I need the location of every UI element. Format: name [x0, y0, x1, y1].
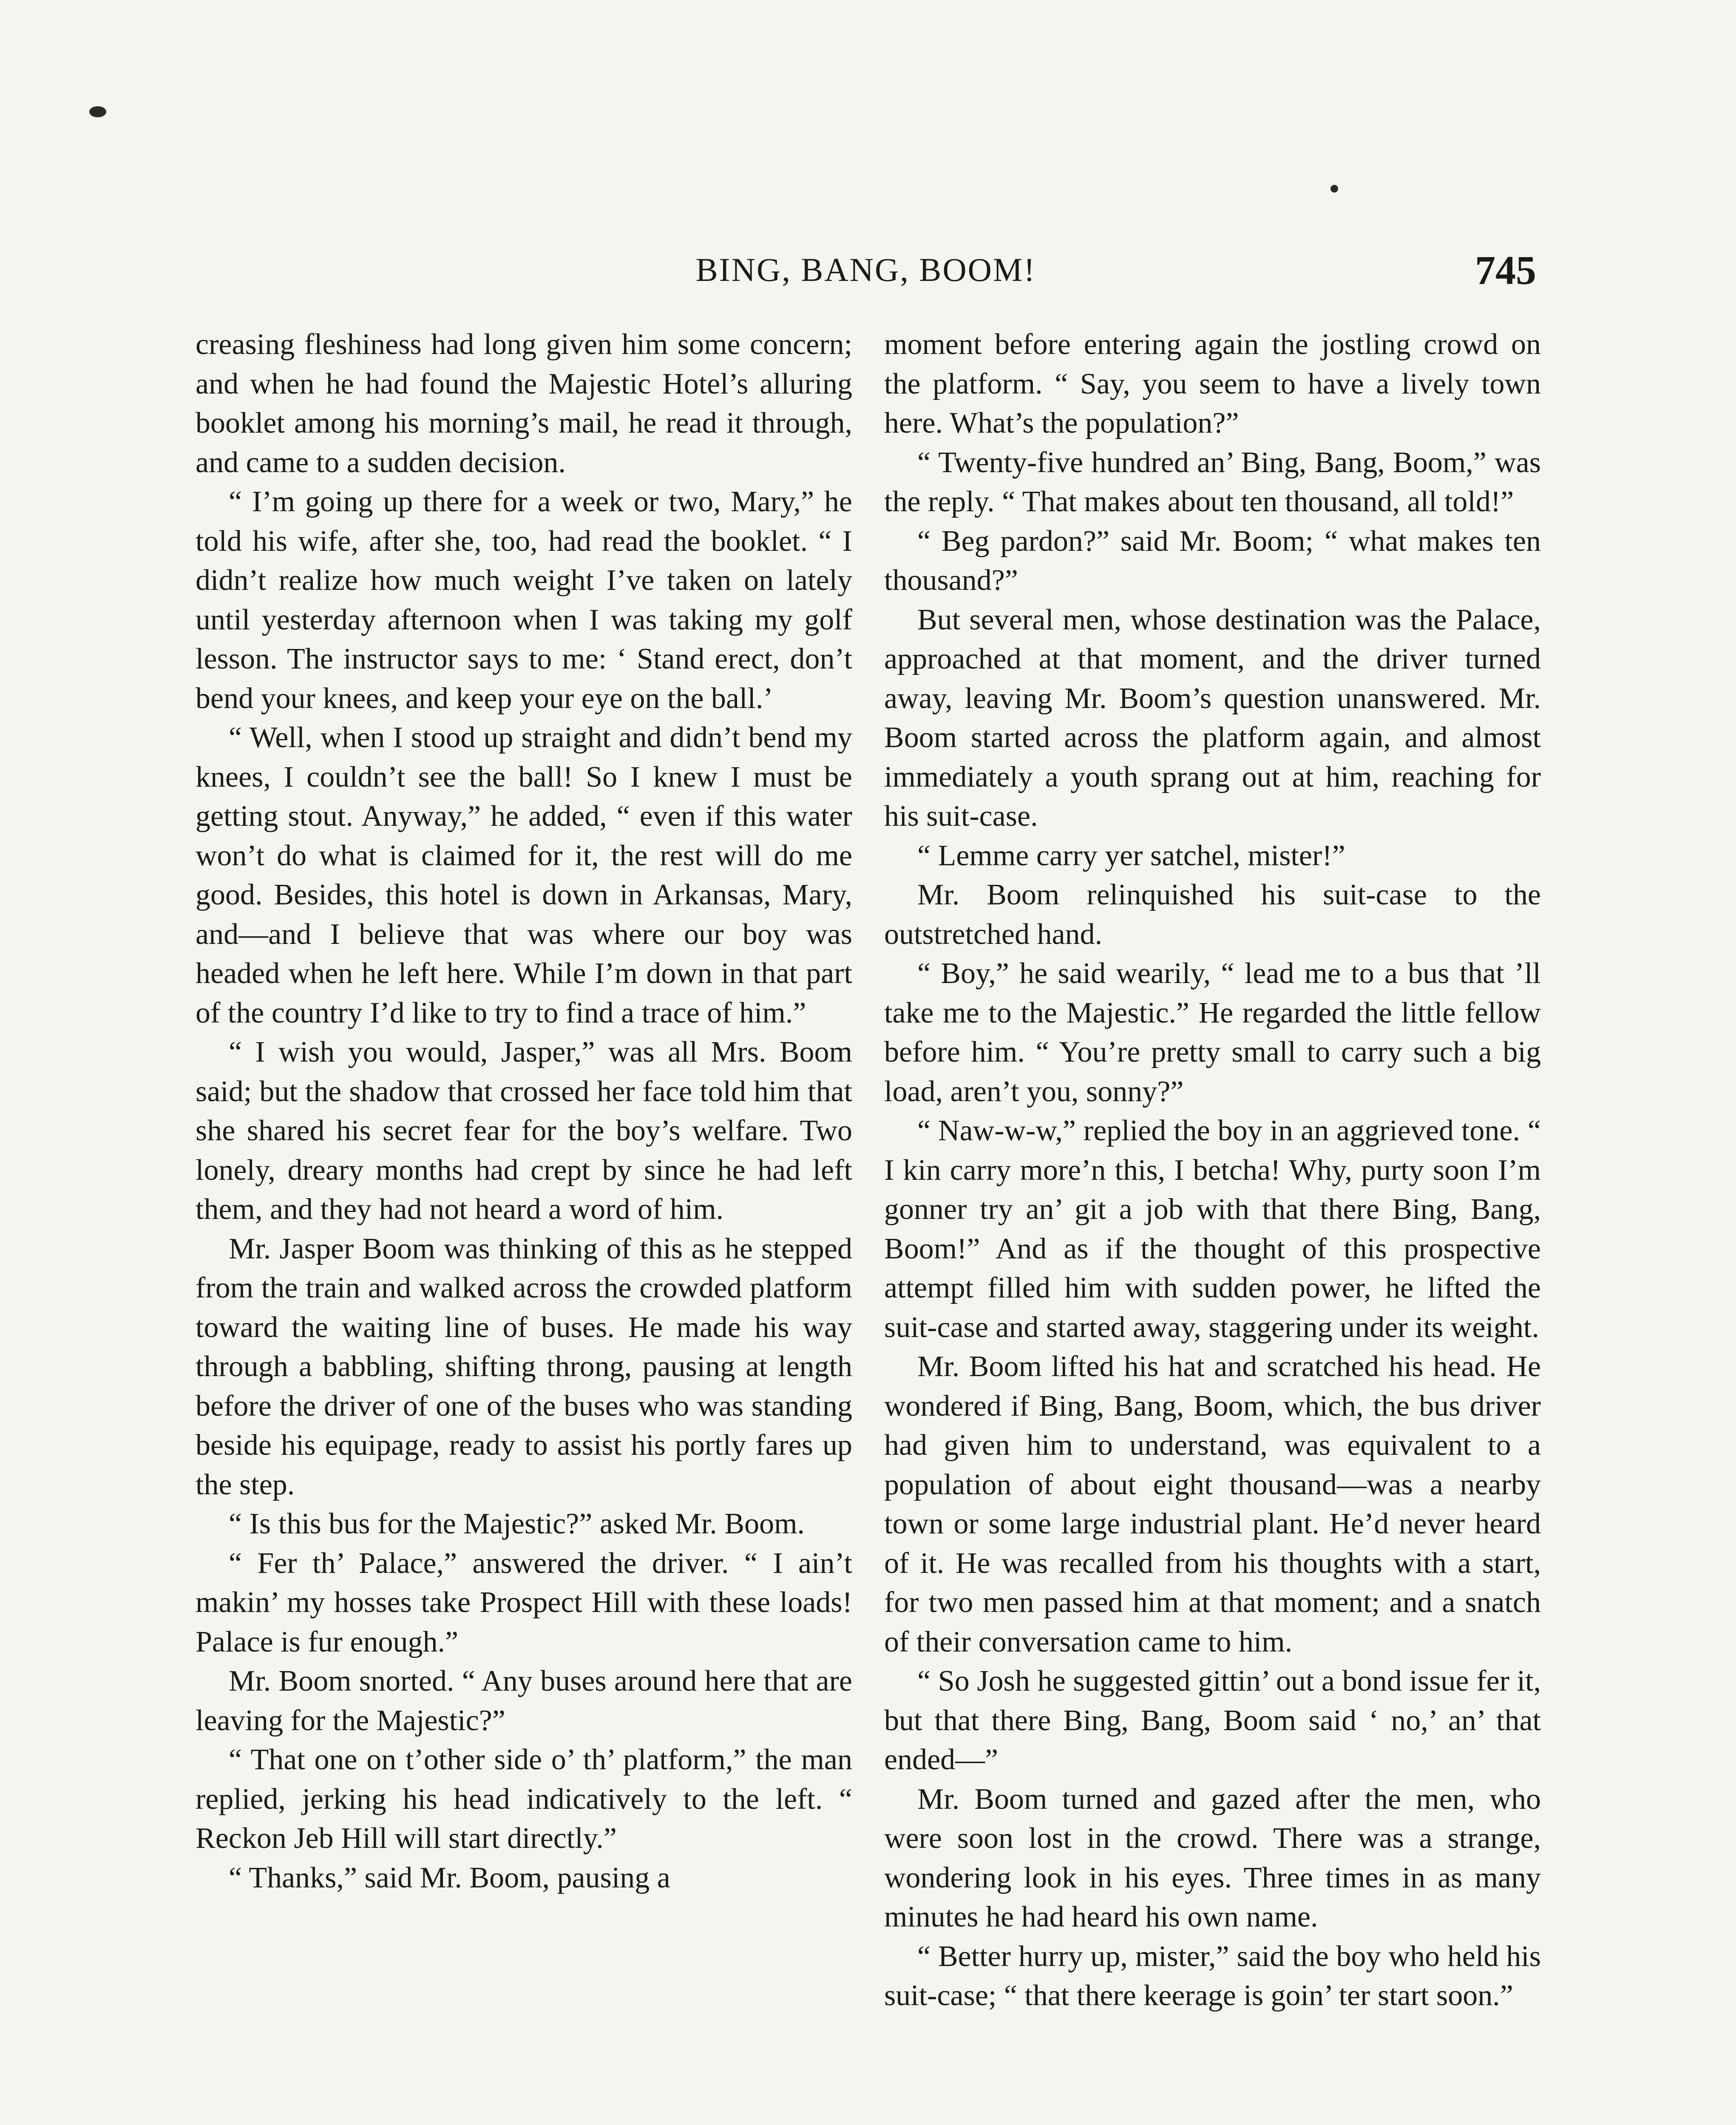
ink-speck [1330, 185, 1338, 193]
paragraph: “ Thanks,” said Mr. Boom, pausing a [229, 1861, 670, 1894]
paragraph: Mr. Jasper Boom was thinking of this as he stepped from the train and walked across the crowded platform toward the waiting line of buses. He made his way through a babbling, shifting throng, pausing at length before the driver of one of the buses who was standing beside his equipage, ready to assist his portly fares up the step. [196, 1232, 852, 1501]
paragraph: creasing fleshiness had long given him some concern; and when he had found the Majestic Hotel’s alluring booklet among his morning’s mail, he read it through, and came to a sudden decision. [196, 328, 852, 479]
paragraph: “ Lemme carry yer satchel, mister!” [917, 839, 1345, 872]
paragraph: “ So Josh he suggested gittin’ out a bond issue fer it, but that there Bing, Bang, Boom said ‘ no,’ an’ that ended—” [884, 1665, 1541, 1776]
paragraph: “ Naw-w-w,” replied the boy in an aggrieved tone. “ I kin carry more’n this, I betcha! Why, purty soon I’m gonner try an’ git a job with that there Bing, Bang, Boom!” And as if the thought of this prospective attempt filled him with sudden power, he lifted the suit-case and started away, staggering under its weight. [884, 1114, 1541, 1344]
ink-speck [89, 106, 106, 117]
left-column [196, 325, 852, 1898]
paragraph: Mr. Boom snorted. “ Any buses around here that are leaving for the Majestic?” [196, 1665, 852, 1737]
right-column [884, 325, 1541, 2016]
paragraph: “ Is this bus for the Majestic?” asked Mr. Boom. [229, 1507, 805, 1540]
paragraph: moment before entering again the jostling crowd on the platform. “ Say, you seem to have a lively town here. What’s the population?” [884, 328, 1541, 439]
paragraph: “ Twenty-five hundred an’ Bing, Bang, Boom,” was the reply. “ That makes about ten thousand, all told!” [884, 446, 1541, 518]
page-number: 745 [1475, 247, 1536, 293]
paragraph: “ Boy,” he said wearily, “ lead me to a bus that ’ll take me to the Majestic.” He regarded the little fellow before him. “ You’re pretty small to carry such a big load, aren’t you, sonny?” [884, 957, 1541, 1108]
running-title: BING, BANG, BOOM! [695, 251, 1036, 288]
paragraph: “ Better hurry up, mister,” said the boy who held his suit-case; “ that there keerage is goin’ ter start soon.” [884, 1940, 1541, 2012]
paragraph: Mr. Boom lifted his hat and scratched his head. He wondered if Bing, Bang, Boom, which, the bus driver had given him to understand, was equivalent to a population of about eight thousand—was a nearby town or some large industrial plant. He’d never heard of it. He was recalled from his thoughts with a start, for two men passed him at that moment; and a snatch of their conversation came to him. [884, 1350, 1541, 1658]
paragraph: “ Fer th’ Palace,” answered the driver. “ I ain’t makin’ my hosses take Prospect Hill with these loads! Palace is fur enough.” [196, 1547, 852, 1658]
paragraph: But several men, whose destination was the Palace, approached at that moment, and the driver turned away, leaving Mr. Boom’s question unanswered. Mr. Boom started across the platform again, and almost immediately a youth sprang out at him, reaching for his suit-case. [884, 603, 1541, 833]
paragraph: “ I wish you would, Jasper,” was all Mrs. Boom said; but the shadow that crossed her face told him that she shared his secret fear for the boy’s welfare. Two lonely, dreary months had crept by since he had left them, and they had not heard a word of him. [196, 1036, 852, 1226]
page-header [196, 246, 1536, 298]
paragraph: “ Well, when I stood up straight and didn’t bend my knees, I couldn’t see the ball! So I knew I must be getting stout. Anyway,” he added, “ even if this water won’t do what is claimed for it, the rest will do me good. Besides, this hotel is down in Arkansas, Mary, and—and I believe that was where our boy was headed when he left here. While I’m down in that part of the country I’d like to try to find a trace of him.” [196, 721, 852, 1029]
paragraph: “ That one on t’other side o’ th’ platform,” the man replied, jerking his head indicatively to the left. “ Reckon Jeb Hill will start directly.” [196, 1743, 852, 1855]
paragraph: Mr. Boom turned and gazed after the men, who were soon lost in the crowd. There was a strange, wondering look in his eyes. Three times in as many minutes he had heard his own name. [884, 1782, 1541, 1933]
paragraph: “ I’m going up there for a week or two, Mary,” he told his wife, after she, too, had read the booklet. “ I didn’t realize how much weight I’ve taken on lately until yesterday afternoon when I was taking my golf lesson. The instructor says to me: ‘ Stand erect, don’t bend your knees, and keep your eye on the ball.’ [196, 485, 852, 715]
paragraph: “ Beg pardon?” said Mr. Boom; “ what makes ten thousand?” [884, 524, 1541, 597]
paragraph: Mr. Boom relinquished his suit-case to the outstretched hand. [884, 878, 1541, 951]
